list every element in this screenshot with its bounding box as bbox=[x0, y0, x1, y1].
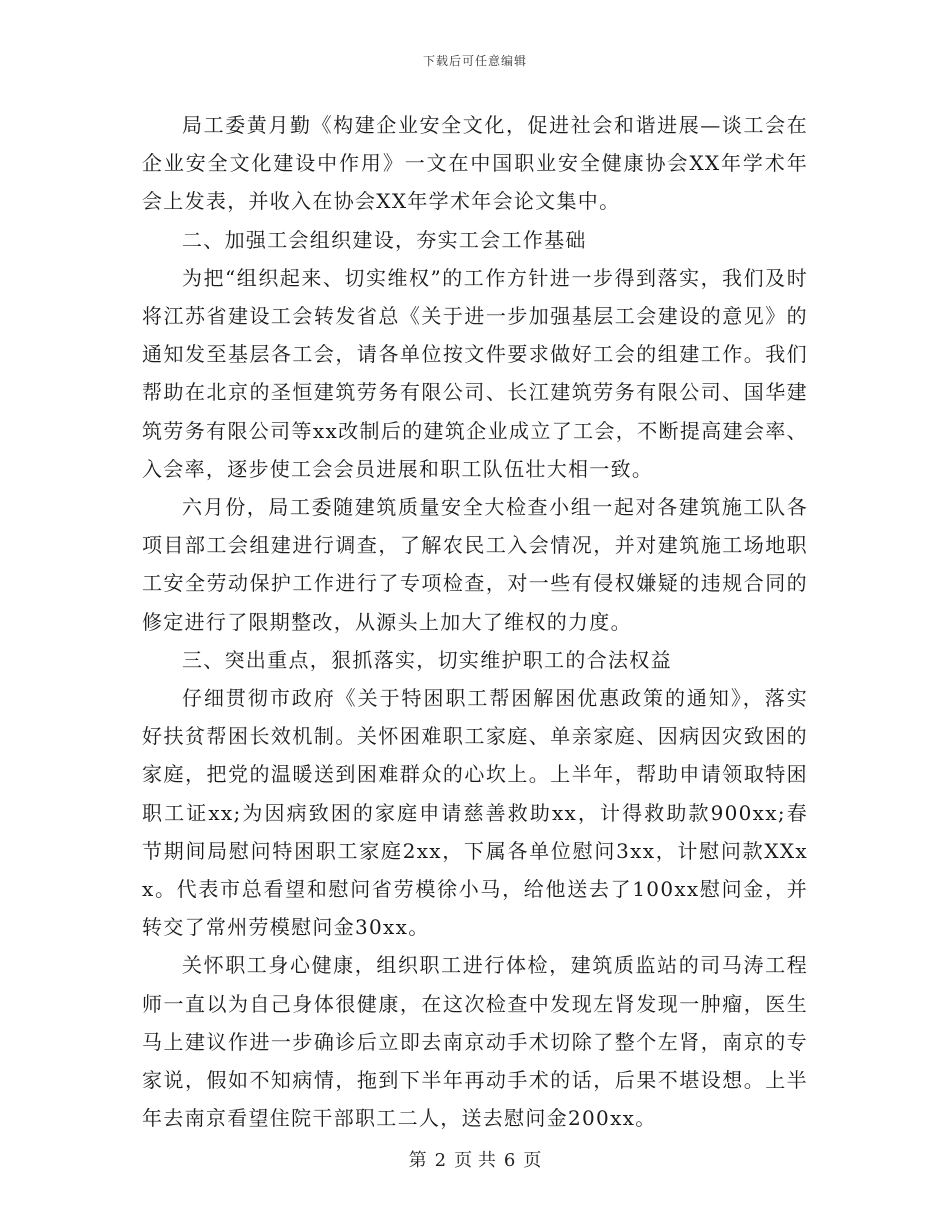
section-heading-2: 二、加强工会组织建设，夯实工会工作基础 bbox=[182, 227, 587, 252]
footer-middle: 页 共 bbox=[454, 1150, 496, 1171]
paragraph-health-care: 关怀职工身心健康，组织职工进行体检，建筑质监站的司马涛工程师一直以为自己身体很健康，在这次检查中发现左肾发现一肿瘤，医生马上建议作进一步确诊后立即去南京动手术切除了整个左肾，南京的专家说，假如不知病情，拖到下半年再动手术的话，后果不堪设想。上半年去南京看望住院干部职工二人，送去慰问金200xx。 bbox=[142, 953, 808, 1131]
footer-suffix: 页 bbox=[523, 1150, 542, 1171]
page-header: 下载后可任意编辑 bbox=[422, 54, 527, 68]
paragraph-poverty-relief: 仔细贯彻市政府《关于特困职工帮困解困优惠政策的通知》，落实好扶贫帮困长效机制。关怀困难职工家庭、单亲家庭、因病因灾致困的家庭，把党的温暖送到困难群众的心坎上。上半年，帮助申请领取特困职工证xx;为因病致困的家庭申请慈善救助xx，计得救助款900xx;春节期间局慰问特困职工家庭2xx，下属各单位慰问3xx，计慰问款XXxx。代表市总看望和慰问省劳模徐小马，给他送去了100xx慰问金，并转交了常州劳模慰问金30xx。 bbox=[142, 686, 808, 940]
page-footer bbox=[0, 1146, 950, 1172]
section-heading-3: 三、突出重点，狠抓落实，切实维护职工的合法权益 bbox=[182, 647, 672, 672]
paragraph-june-inspection: 六月份，局工委随建筑质量安全大检查小组一起对各建筑施工队各项目部工会组建进行调查，了解农民工入会情况，并对建筑施工场地职工安全劳动保护工作进行了专项检查，对一些有侵权嫌疑的违规合同的修定进行了限期整改，从源头上加大了维权的力度。 bbox=[142, 495, 808, 634]
footer-prefix: 第 bbox=[408, 1150, 427, 1171]
footer-page-number: 2 bbox=[434, 1150, 447, 1171]
paragraph-organization: 为把“组织起来、切实维权”的工作方针进一步得到落实，我们及时将江苏省建设工会转发省总《关于进一步加强基层工会建设的意见》的通知发至基层各工会，请各单位按文件要求做好工会的组建工作。我们帮助在北京的圣恒建筑劳务有限公司、长江建筑劳务有限公司、国华建筑劳务有限公司等xx改制后的建筑企业成立了工会，不断提高建会率、入会率，逐步使工会会员进展和职工队伍壮大相一致。 bbox=[142, 265, 808, 481]
paragraph-intro: 局工委黄月勤《构建企业安全文化，促进社会和谐进展—谈工会在企业安全文化建设中作用》一文在中国职业安全健康协会XX年学术年会上发表，并收入在协会XX年学术年会论文集中。 bbox=[142, 113, 808, 214]
document-body bbox=[142, 106, 808, 1137]
footer-total-pages: 6 bbox=[503, 1150, 516, 1171]
